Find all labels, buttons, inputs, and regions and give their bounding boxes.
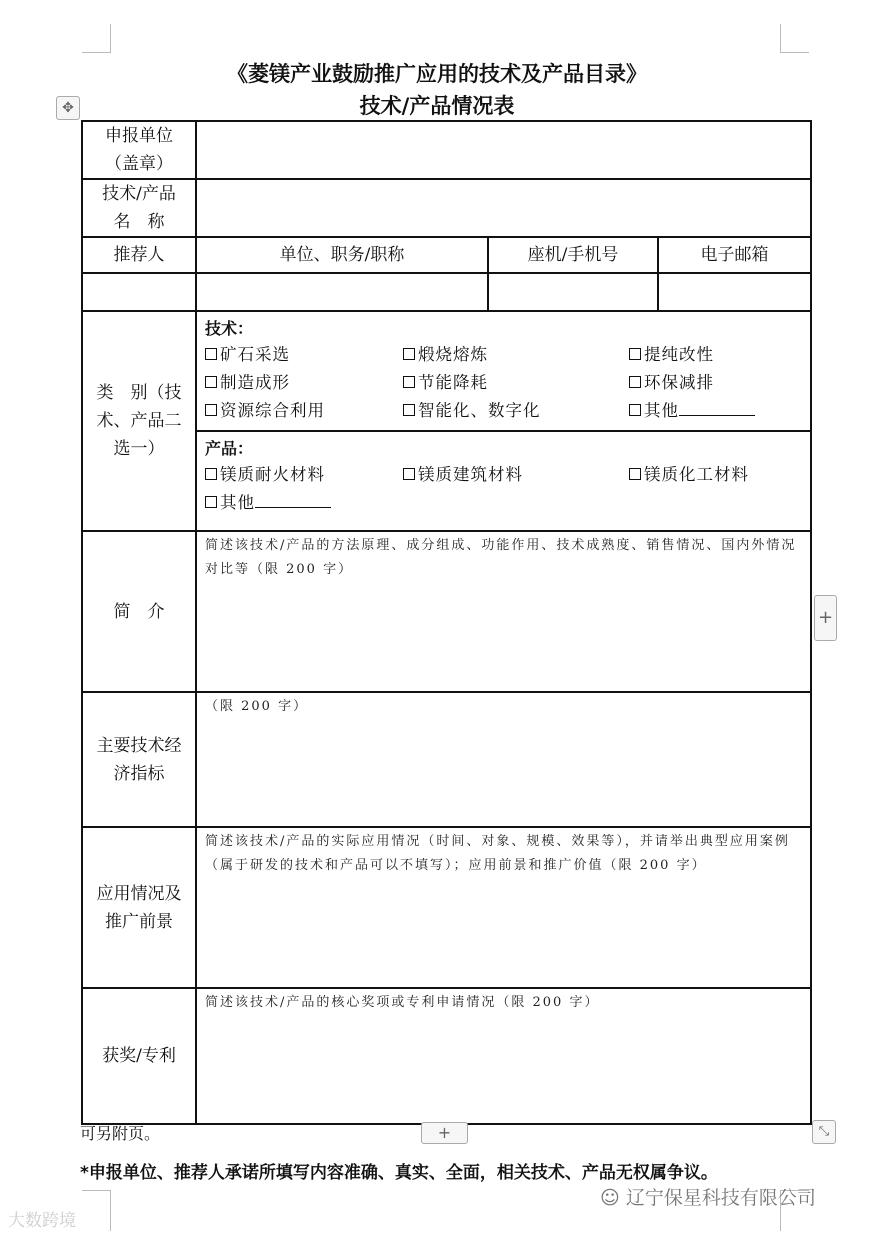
option-label: 镁质建筑材料 bbox=[418, 465, 523, 484]
application-form-table bbox=[81, 120, 812, 1125]
table-move-handle-icon[interactable]: ✥ bbox=[56, 96, 80, 120]
label-application: 应用情况及推广前景 bbox=[82, 827, 196, 988]
tech-option[interactable] bbox=[205, 397, 403, 421]
option-label: 镁质耐火材料 bbox=[220, 465, 325, 484]
option-label: 环保减排 bbox=[644, 373, 714, 392]
other-blank[interactable] bbox=[679, 401, 755, 416]
tech-option[interactable] bbox=[403, 341, 629, 365]
label-category: 类 别（技术、产品二选一） bbox=[82, 311, 196, 531]
phone-field[interactable] bbox=[488, 273, 658, 311]
option-label: 其他 bbox=[644, 401, 679, 420]
product-option[interactable] bbox=[205, 489, 403, 513]
product-option[interactable] bbox=[205, 461, 403, 485]
label-recommender: 推荐人 bbox=[82, 237, 196, 273]
option-label: 煅烧熔炼 bbox=[418, 345, 488, 364]
application-field[interactable]: 简述该技术/产品的实际应用情况（时间、对象、规模、效果等），并请举出典型应用案例（属于研发的技术和产品可以不填写）；应用前景和推广价值（限 200 字） bbox=[196, 827, 811, 988]
option-label: 智能化、数字化 bbox=[418, 401, 541, 420]
awards-field[interactable]: 简述该技术/产品的核心奖项或专利申请情况（限 200 字） bbox=[196, 988, 811, 1124]
add-row-button[interactable]: + bbox=[421, 1122, 468, 1144]
option-label: 其他 bbox=[220, 493, 255, 512]
product-option[interactable] bbox=[403, 461, 629, 485]
checkbox-icon[interactable] bbox=[205, 376, 217, 388]
checkbox-icon[interactable] bbox=[403, 468, 415, 480]
checkbox-icon[interactable] bbox=[205, 404, 217, 416]
label-awards: 获奖/专利 bbox=[82, 988, 196, 1124]
tech-option[interactable] bbox=[403, 369, 629, 393]
product-options bbox=[196, 431, 811, 531]
label-indicators: 主要技术经济指标 bbox=[82, 692, 196, 827]
option-label: 提纯改性 bbox=[644, 345, 714, 364]
label-name: 技术/产品名 称 bbox=[82, 179, 196, 237]
add-column-button[interactable]: + bbox=[814, 595, 837, 641]
checkbox-icon[interactable] bbox=[629, 376, 641, 388]
watermark-left: 大数跨境 bbox=[8, 1211, 76, 1231]
resize-table-icon[interactable]: ⤡ bbox=[812, 1120, 836, 1144]
footer-note: 可另附页。 bbox=[80, 1124, 161, 1143]
option-label: 节能降耗 bbox=[418, 373, 488, 392]
tech-option[interactable] bbox=[403, 397, 629, 421]
checkbox-icon[interactable] bbox=[205, 348, 217, 360]
tech-label: 技术： bbox=[205, 319, 254, 338]
tech-option[interactable] bbox=[629, 397, 802, 421]
tech-option[interactable] bbox=[205, 341, 403, 365]
email-field[interactable] bbox=[658, 273, 811, 311]
unit-position-field[interactable] bbox=[196, 273, 488, 311]
option-label: 制造成形 bbox=[220, 373, 290, 392]
indicators-field[interactable]: （限 200 字） bbox=[196, 692, 811, 827]
option-label: 矿石采选 bbox=[220, 345, 290, 364]
other-blank[interactable] bbox=[255, 493, 331, 508]
watermark-right-text: 辽宁保星科技有限公司 bbox=[625, 1187, 816, 1209]
checkbox-icon[interactable] bbox=[629, 348, 641, 360]
checkbox-icon[interactable] bbox=[629, 468, 641, 480]
name-field[interactable] bbox=[196, 179, 811, 237]
watermark-right bbox=[600, 1183, 816, 1210]
margin-mark bbox=[82, 24, 111, 53]
tech-options bbox=[196, 311, 811, 431]
checkbox-icon[interactable] bbox=[205, 496, 217, 508]
table-title: 技术/产品情况表 bbox=[359, 94, 515, 118]
option-label: 镁质化工材料 bbox=[644, 465, 749, 484]
label-applicant: 申报单位（盖章） bbox=[82, 121, 196, 179]
checkbox-icon[interactable] bbox=[403, 404, 415, 416]
declaration: *申报单位、推荐人承诺所填写内容准确、真实、全面，相关技术、产品无权属争议。 bbox=[80, 1163, 718, 1183]
tech-option[interactable] bbox=[629, 341, 802, 365]
intro-field[interactable]: 简述该技术/产品的方法原理、成分组成、功能作用、技术成熟度、销售情况、国内外情况对比等（限 200 字） bbox=[196, 531, 811, 692]
document-title: 《菱镁产业鼓励推广应用的技术及产品目录》 bbox=[227, 62, 647, 86]
applicant-field[interactable] bbox=[196, 121, 811, 179]
header-phone: 座机/手机号 bbox=[488, 237, 658, 273]
header-unit-position: 单位、职务/职称 bbox=[196, 237, 488, 273]
checkbox-icon[interactable] bbox=[205, 468, 217, 480]
option-label: 资源综合利用 bbox=[220, 401, 325, 420]
product-option[interactable] bbox=[629, 461, 802, 485]
wechat-icon: ☺ bbox=[600, 1187, 626, 1209]
checkbox-icon[interactable] bbox=[629, 404, 641, 416]
margin-mark bbox=[780, 24, 809, 53]
recommender-field[interactable] bbox=[82, 273, 196, 311]
tech-option[interactable] bbox=[205, 369, 403, 393]
margin-mark bbox=[82, 1190, 111, 1231]
header-email: 电子邮箱 bbox=[658, 237, 811, 273]
checkbox-icon[interactable] bbox=[403, 348, 415, 360]
product-label: 产品： bbox=[205, 439, 254, 458]
label-intro: 简 介 bbox=[82, 531, 196, 692]
tech-option[interactable] bbox=[629, 369, 802, 393]
checkbox-icon[interactable] bbox=[403, 376, 415, 388]
